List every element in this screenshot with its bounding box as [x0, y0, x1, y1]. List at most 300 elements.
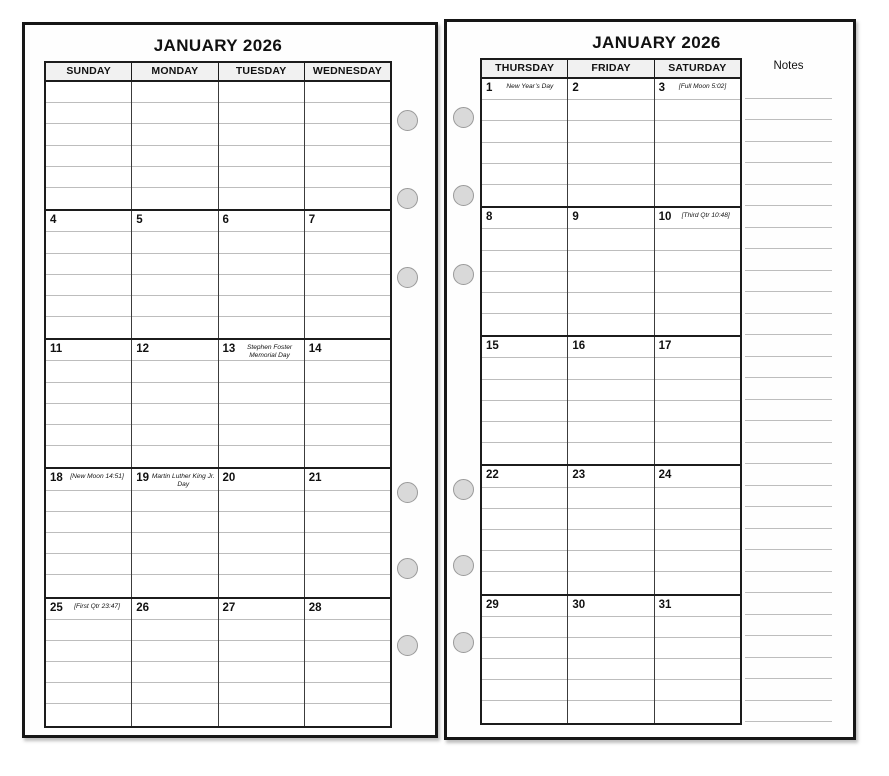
ruled-line-row	[655, 617, 740, 638]
ruled-line-row	[132, 383, 217, 404]
day-cell	[567, 79, 653, 206]
date-row	[482, 466, 567, 487]
date-number: 10	[658, 211, 672, 224]
binder-hole	[397, 110, 418, 131]
date-number: 15	[486, 340, 499, 353]
ruled-line-row	[46, 254, 131, 275]
ruled-line-row	[305, 103, 390, 124]
notes-rule-line	[745, 142, 832, 164]
ruled-line-row	[482, 380, 567, 401]
date-row	[655, 208, 740, 229]
month-title: JANUARY 2026	[592, 33, 721, 52]
date-row	[46, 599, 131, 620]
ruled-line-row	[132, 512, 217, 533]
ruled-line-row	[46, 641, 131, 662]
date-row	[305, 599, 390, 620]
ruled-line-row	[568, 551, 653, 572]
ruled-line-row	[46, 512, 131, 533]
ruled-line-row	[655, 293, 740, 314]
ruled-line-row	[568, 530, 653, 551]
ruled-line-row	[219, 533, 304, 554]
day-cell	[218, 340, 304, 467]
ruled-line-row	[132, 361, 217, 382]
ruled-line-row	[46, 533, 131, 554]
notes-rule-line	[745, 163, 832, 185]
day-note	[315, 211, 390, 215]
ruled-line-row	[655, 314, 740, 335]
ruled-line-row	[46, 491, 131, 512]
date-row	[305, 340, 390, 361]
ruled-line-row	[305, 317, 390, 338]
ruled-line-row	[482, 251, 567, 272]
ruled-line-row	[219, 103, 304, 124]
ruled-line-row	[305, 491, 390, 512]
notes-rule-line	[745, 400, 832, 422]
ruled-line-row	[655, 443, 740, 464]
ruled-line-row	[482, 530, 567, 551]
ruled-line-row	[655, 358, 740, 379]
ruled-line-row	[568, 701, 653, 722]
day-note	[671, 596, 740, 600]
ruled-line-row	[219, 683, 304, 704]
ruled-line-row	[655, 422, 740, 443]
ruled-line-row	[568, 509, 653, 530]
day-cell	[131, 469, 217, 596]
notes-rule-line	[745, 378, 832, 400]
week-row	[482, 594, 740, 723]
ruled-line-row	[219, 124, 304, 145]
ruled-line-row	[568, 617, 653, 638]
ruled-line-row	[482, 121, 567, 142]
ruled-line-row	[482, 272, 567, 293]
date-row	[46, 340, 131, 361]
notes-rule-line	[745, 464, 832, 486]
day-cell	[654, 337, 740, 464]
ruled-line-row	[305, 167, 390, 188]
day-cell	[482, 596, 567, 723]
notes-rule-line	[745, 77, 832, 99]
day-note: [Third Qtr 10:48]	[681, 212, 730, 220]
day-cell	[654, 79, 740, 206]
day-note	[499, 337, 568, 341]
day-note	[585, 466, 654, 470]
ruled-line-row	[482, 488, 567, 509]
date-row	[46, 211, 131, 232]
day-header-row	[482, 60, 740, 79]
ruled-line-row	[482, 401, 567, 422]
ruled-line-row	[568, 401, 653, 422]
notes-rule-line	[745, 529, 832, 551]
date-row	[568, 208, 653, 229]
ruled-line-row	[46, 103, 131, 124]
date-row	[219, 340, 304, 361]
ruled-line-row	[305, 383, 390, 404]
ruled-line-row	[305, 641, 390, 662]
ruled-line-row	[568, 185, 653, 206]
notes-rule-line	[745, 658, 832, 680]
ruled-line-row	[482, 314, 567, 335]
ruled-line-row	[655, 551, 740, 572]
day-header-cell: TUESDAY	[218, 63, 304, 80]
date-row	[482, 596, 567, 617]
binder-hole	[453, 632, 474, 653]
notes-rule-line	[745, 443, 832, 465]
ruled-line-row	[46, 361, 131, 382]
ruled-line-row	[46, 704, 131, 725]
binder-hole	[397, 188, 418, 209]
day-cell	[131, 599, 217, 726]
day-cell	[131, 211, 217, 338]
calendar-grid-right	[480, 58, 742, 725]
date-row	[219, 211, 304, 232]
date-number: 28	[308, 601, 322, 614]
notes-rule-line	[745, 679, 832, 701]
notes-rule-line	[745, 486, 832, 508]
ruled-line-row	[568, 272, 653, 293]
ruled-line-row	[305, 704, 390, 725]
date-number: 3	[658, 82, 666, 94]
date-number: 24	[658, 469, 672, 482]
day-note	[149, 599, 217, 603]
ruled-line-row	[305, 404, 390, 425]
ruled-line-row	[655, 680, 740, 701]
date-number: 31	[658, 598, 672, 611]
date-number: 30	[572, 598, 586, 611]
ruled-line-row	[132, 188, 217, 209]
ruled-line-row	[46, 317, 131, 338]
ruled-line-row	[305, 275, 390, 296]
ruled-line-row	[568, 164, 653, 185]
ruled-line-row	[132, 317, 217, 338]
ruled-line-row	[482, 572, 567, 593]
ruled-line-row	[482, 143, 567, 164]
day-note	[671, 466, 740, 470]
date-row	[482, 208, 567, 229]
ruled-line-row	[219, 662, 304, 683]
day-header-cell: MONDAY	[131, 63, 217, 80]
day-cell	[46, 211, 131, 338]
date-number: 20	[222, 472, 236, 485]
right-page	[444, 19, 856, 740]
ruled-line-row	[568, 121, 653, 142]
date-number: 2	[572, 82, 579, 94]
day-cell	[654, 466, 740, 593]
day-cell	[654, 596, 740, 723]
day-note	[149, 340, 217, 344]
ruled-line-row	[132, 491, 217, 512]
day-note	[492, 208, 567, 212]
ruled-line-row	[482, 229, 567, 250]
day-cell	[46, 340, 131, 467]
ruled-line-row	[219, 254, 304, 275]
date-row	[482, 337, 567, 358]
ruled-line-row	[46, 575, 131, 596]
day-header-cell: FRIDAY	[567, 60, 653, 77]
day-cell	[131, 340, 217, 467]
notes-rule-line	[745, 99, 832, 121]
ruled-line-row	[219, 512, 304, 533]
ruled-line-row	[568, 680, 653, 701]
notes-rule-line	[745, 120, 832, 142]
ruled-line-row	[132, 533, 217, 554]
ruled-line-row	[46, 167, 131, 188]
week-row	[46, 82, 390, 209]
ruled-line-row	[219, 575, 304, 596]
date-row	[568, 596, 653, 617]
week-row	[46, 338, 390, 467]
day-note: [First Qtr 23:47]	[74, 602, 120, 610]
notes-rule-line	[745, 271, 832, 293]
week-row	[46, 209, 390, 338]
binder-hole	[397, 558, 418, 579]
day-note	[235, 469, 303, 473]
ruled-line-row	[568, 638, 653, 659]
ruled-line-row	[655, 185, 740, 206]
date-row	[46, 469, 131, 490]
binder-hole	[397, 635, 418, 656]
date-row	[219, 82, 304, 103]
day-note	[499, 466, 568, 470]
ruled-line-row	[219, 296, 304, 317]
ruled-line-row	[219, 361, 304, 382]
day-note	[499, 596, 568, 600]
day-header-cell: WEDNESDAY	[304, 63, 390, 80]
notes-rule-line	[745, 206, 832, 228]
ruled-line-row	[219, 491, 304, 512]
ruled-line-row	[46, 124, 131, 145]
ruled-line-row	[219, 620, 304, 641]
week-row	[482, 464, 740, 593]
date-number: 6	[222, 214, 229, 227]
week-row	[46, 467, 390, 596]
ruled-line-row	[655, 143, 740, 164]
ruled-line-row	[655, 488, 740, 509]
ruled-line-row	[46, 383, 131, 404]
date-row	[655, 79, 740, 100]
day-note: Stephen Foster Memorial Day	[246, 344, 293, 359]
ruled-line-row	[655, 272, 740, 293]
left-page	[22, 22, 438, 738]
day-cell	[218, 469, 304, 596]
ruled-line-row	[568, 293, 653, 314]
date-row	[132, 599, 217, 620]
date-row	[305, 211, 390, 232]
ruled-line-row	[655, 229, 740, 250]
date-number: 13	[222, 343, 236, 356]
date-number: 9	[572, 211, 579, 224]
ruled-line-row	[132, 683, 217, 704]
ruled-line-row	[568, 443, 653, 464]
date-row	[219, 469, 304, 490]
ruled-line-row	[655, 530, 740, 551]
date-row	[655, 596, 740, 617]
ruled-line-row	[482, 509, 567, 530]
day-cell	[304, 211, 390, 338]
ruled-line-row	[132, 641, 217, 662]
ruled-line-row	[568, 314, 653, 335]
date-row	[568, 79, 653, 100]
day-header-cell: SATURDAY	[654, 60, 740, 77]
ruled-line-row	[219, 404, 304, 425]
ruled-line-row	[305, 188, 390, 209]
day-cell	[304, 82, 390, 209]
ruled-line-row	[46, 188, 131, 209]
ruled-line-row	[46, 683, 131, 704]
ruled-line-row	[132, 446, 217, 467]
day-cell	[46, 469, 131, 596]
date-row	[305, 82, 390, 103]
day-cell	[218, 599, 304, 726]
ruled-line-row	[219, 554, 304, 575]
ruled-line-row	[655, 164, 740, 185]
ruled-line-row	[219, 146, 304, 167]
ruled-line-row	[219, 232, 304, 253]
ruled-line-row	[305, 575, 390, 596]
date-number: 14	[308, 343, 322, 356]
date-number: 18	[50, 472, 63, 485]
date-number: 1	[486, 82, 493, 94]
day-cell	[654, 208, 740, 335]
ruled-line-row	[305, 146, 390, 167]
ruled-line-row	[568, 229, 653, 250]
date-row	[219, 599, 304, 620]
ruled-line-row	[305, 554, 390, 575]
ruled-line-row	[132, 167, 217, 188]
ruled-line-row	[305, 296, 390, 317]
day-note	[136, 82, 217, 86]
ruled-line-row	[305, 254, 390, 275]
day-cell	[304, 599, 390, 726]
ruled-line-row	[482, 422, 567, 443]
ruled-line-row	[568, 100, 653, 121]
ruled-line-row	[482, 293, 567, 314]
notes-rule-line	[745, 701, 832, 723]
ruled-line-row	[305, 533, 390, 554]
ruled-line-row	[46, 662, 131, 683]
date-row	[132, 340, 217, 361]
ruled-line-row	[568, 422, 653, 443]
notes-rule-line	[745, 249, 832, 271]
date-row	[132, 82, 217, 103]
week-row	[482, 335, 740, 464]
ruled-line-row	[568, 659, 653, 680]
binder-hole	[453, 107, 474, 128]
binder-hole	[453, 479, 474, 500]
date-number: 5	[136, 214, 143, 227]
date-number: 21	[308, 472, 322, 485]
week-row	[482, 206, 740, 335]
notes-rule-line	[745, 572, 832, 594]
day-note	[579, 79, 654, 83]
ruled-line-row	[655, 251, 740, 272]
binder-hole	[397, 482, 418, 503]
ruled-line-row	[46, 275, 131, 296]
date-number: 17	[658, 340, 672, 353]
ruled-line-row	[568, 380, 653, 401]
day-cell	[218, 211, 304, 338]
ruled-line-row	[219, 188, 304, 209]
ruled-line-row	[132, 254, 217, 275]
day-cell	[46, 82, 131, 209]
notes-rule-line	[745, 615, 832, 637]
day-note	[585, 596, 654, 600]
date-number: 27	[222, 601, 236, 614]
day-cell	[482, 79, 567, 206]
ruled-line-row	[655, 380, 740, 401]
date-number: 19	[136, 472, 150, 485]
date-number: 26	[136, 601, 150, 614]
date-number: 25	[50, 601, 63, 614]
date-number: 23	[572, 469, 586, 482]
day-note	[322, 340, 390, 344]
ruled-line-row	[219, 383, 304, 404]
day-note	[322, 599, 390, 603]
binder-hole	[453, 555, 474, 576]
notes-rule-line	[745, 636, 832, 658]
ruled-line-row	[132, 232, 217, 253]
ruled-line-row	[655, 121, 740, 142]
ruled-line-row	[46, 425, 131, 446]
date-row	[132, 469, 217, 490]
notes-rule-line	[745, 335, 832, 357]
date-row	[655, 466, 740, 487]
ruled-line-row	[482, 100, 567, 121]
day-note	[143, 211, 218, 215]
day-note	[585, 337, 654, 341]
day-cell	[567, 596, 653, 723]
date-row	[46, 82, 131, 103]
notes-rule-line	[745, 421, 832, 443]
ruled-line-row	[482, 617, 567, 638]
ruled-line-row	[219, 446, 304, 467]
ruled-line-row	[219, 275, 304, 296]
notes-rule-line	[745, 357, 832, 379]
ruled-line-row	[482, 185, 567, 206]
ruled-line-row	[132, 704, 217, 725]
ruled-line-row	[132, 146, 217, 167]
day-cell	[482, 466, 567, 593]
date-number: 11	[50, 343, 63, 356]
day-note: Martin Luther King Jr. Day	[151, 473, 215, 488]
ruled-line-row	[305, 620, 390, 641]
ruled-line-row	[219, 425, 304, 446]
ruled-line-row	[132, 575, 217, 596]
ruled-line-row	[305, 361, 390, 382]
day-note	[50, 82, 131, 86]
ruled-line-row	[568, 358, 653, 379]
ruled-line-row	[132, 662, 217, 683]
ruled-line-row	[655, 659, 740, 680]
notes-rule-line	[745, 550, 832, 572]
ruled-line-row	[305, 446, 390, 467]
ruled-line-row	[305, 512, 390, 533]
ruled-line-row	[568, 572, 653, 593]
ruled-line-row	[568, 488, 653, 509]
notes-rule-line	[745, 593, 832, 615]
day-cell	[482, 208, 567, 335]
ruled-line-row	[46, 554, 131, 575]
ruled-line-row	[482, 164, 567, 185]
ruled-line-row	[132, 620, 217, 641]
ruled-line-row	[219, 167, 304, 188]
date-row	[132, 211, 217, 232]
day-cell	[304, 340, 390, 467]
notes-rule-line	[745, 185, 832, 207]
day-note	[229, 211, 304, 215]
ruled-line-row	[482, 680, 567, 701]
day-cell	[567, 466, 653, 593]
date-row	[482, 79, 567, 100]
